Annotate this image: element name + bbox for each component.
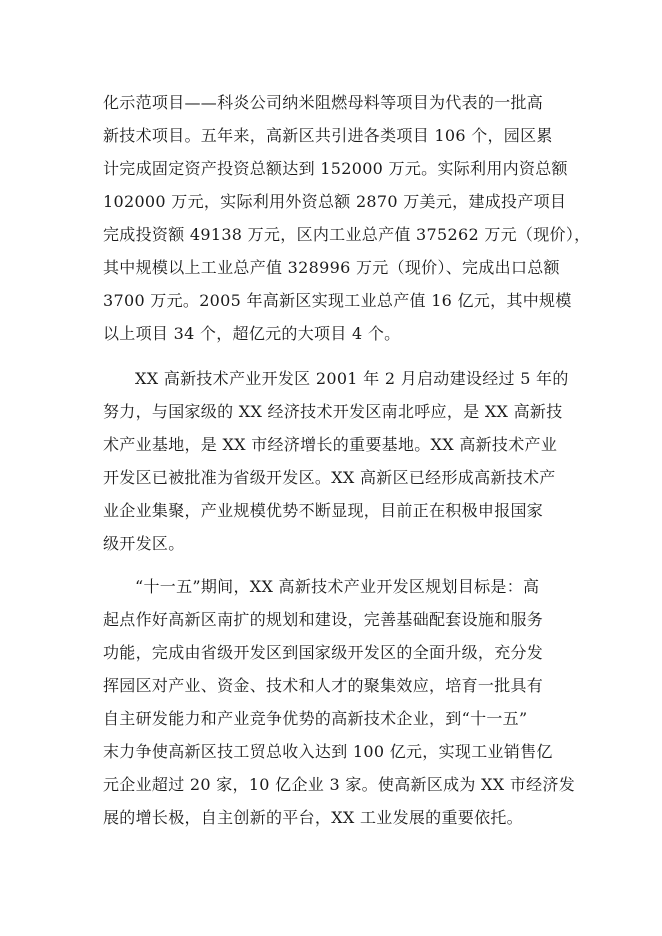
paragraph-1-line-2: 新技术项目。五年来，高新区共引进各类项目 106 个，园区累: [103, 126, 553, 145]
paragraph-1-line-3: 计完成固定资产投资总额达到 152000 万元。实际利用内资总额: [103, 159, 568, 178]
paragraph-3-line-1: “十一五”期间，XX 高新技术产业开发区规划目标是：高: [135, 577, 540, 596]
paragraph-1-line-4: 102000 万元，实际利用外资总额 2870 万美元，建成投产项目: [103, 192, 567, 211]
paragraph-3-line-2: 起点作好高新区南扩的规划和建设，完善基础配套设施和服务: [103, 610, 544, 629]
paragraph-1-line-1: 化示范项目——科炎公司纳米阻燃母料等项目为代表的一批高: [103, 93, 544, 112]
paragraph-3-line-7: 元企业超过 20 家，10 亿企业 3 家。使高新区成为 XX 市经济发: [103, 775, 576, 794]
paragraph-2-line-6: 级开发区。: [103, 534, 185, 553]
paragraph-2-line-4: 开发区已被批准为省级开发区。XX 高新区已经形成高新技术产: [103, 468, 556, 487]
paragraph-2-line-3: 术产业基地，是 XX 市经济增长的重要基地。XX 高新技术产业: [103, 435, 558, 454]
paragraph-1-line-5: 完成投资额 49138 万元，区内工业总产值 375262 万元（现价），: [103, 225, 591, 244]
paragraph-3-line-6: 末力争使高新区技工贸总收入达到 100 亿元，实现工业销售亿: [103, 742, 553, 761]
paragraph-2-line-1: XX 高新技术产业开发区 2001 年 2 月启动建设经过 5 年的: [135, 369, 569, 388]
paragraph-3-line-3: 功能，完成由省级开发区到国家级开发区的全面升级，充分发: [103, 643, 544, 662]
paragraph-1-line-7: 3700 万元。2005 年高新区实现工业总产值 16 亿元，其中规模: [103, 291, 572, 310]
paragraph-1-line-6: 其中规模以上工业总产值 328996 万元（现价）、完成出口总额: [103, 258, 560, 277]
paragraph-2-line-5: 业企业集聚，产业规模优势不断显现，目前正在积极申报国家: [103, 501, 544, 520]
paragraph-3-line-8: 展的增长极，自主创新的平台，XX 工业发展的重要依托。: [103, 808, 523, 827]
paragraph-3-line-4: 挥园区对产业、资金、技术和人才的聚集效应，培育一批具有: [103, 676, 544, 695]
paragraph-2-line-2: 努力，与国家级的 XX 经济技术开发区南北呼应，是 XX 高新技: [103, 402, 563, 421]
paragraph-1-line-8: 以上项目 34 个，超亿元的大项目 4 个。: [103, 324, 401, 343]
paragraph-3-line-5: 自主研发能力和产业竞争优势的高新技术企业，到“十一五”: [103, 709, 528, 728]
